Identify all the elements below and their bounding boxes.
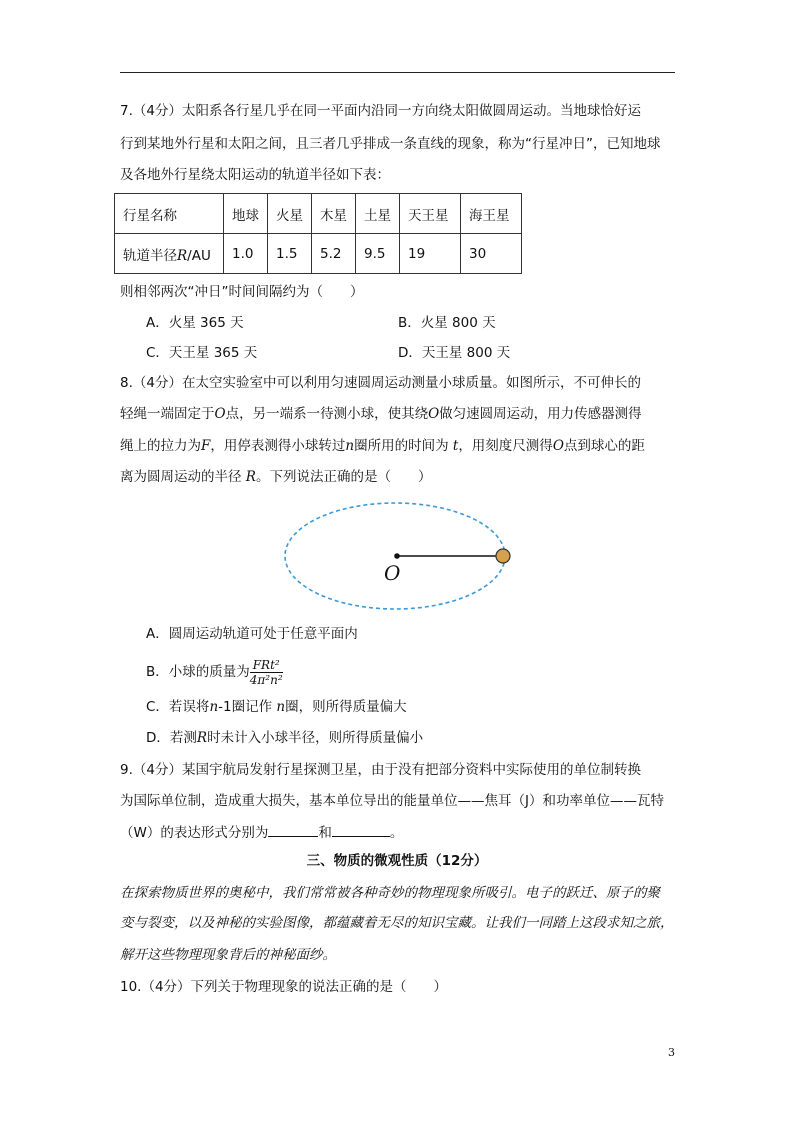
table-cell: 地球	[224, 194, 268, 234]
q10-line-1: 10.（4分）下列关于物理现象的说法正确的是（ ）	[120, 979, 448, 995]
page-number: 3	[668, 1046, 675, 1059]
q8-line-2: 轻绳一端固定于O点，另一端系一待测小球，使其绕O做匀速圆周运动，用力传感器测得	[120, 406, 642, 422]
table-cell: 1.5	[268, 234, 312, 274]
q8-line-3: 绳上的拉力为F，用停表测得小球转过n圈所用的时间为 t，用刻度尺测得O点到球心的距	[120, 438, 645, 454]
orbit-radius-table	[114, 193, 522, 274]
circular-motion-figure	[278, 500, 518, 615]
pivot-label: O	[384, 561, 401, 585]
table-cell: 9.5	[356, 234, 400, 274]
q8-option-c[interactable]: C．若误将n-1圈记作 n圈，则所得质量偏大	[146, 699, 407, 715]
section-intro-line-1: 在探索物质世界的奥秘中，我们常常被各种奇妙的物理现象所吸引。电子的跃迁、原子的聚	[120, 885, 660, 901]
table-cell: 天王星	[400, 194, 461, 234]
q8-line-1: 8.（4分）在太空实验室中可以利用匀速圆周运动测量小球质量。如图所示，不可伸长的	[120, 375, 641, 391]
table-row	[115, 234, 522, 274]
answer-blank-joule[interactable]	[268, 822, 318, 837]
q7-line-1: 7.（4分）太阳系各行星几乎在同一平面内沿同一方向绕太阳做圆周运动。当地球恰好运	[120, 103, 641, 119]
q7-option-a[interactable]: A．火星 365 天	[146, 315, 244, 331]
q9-line-1: 9.（4分）某国宇航局发射行星探测卫星，由于没有把部分资料中实际使用的单位制转换	[120, 762, 641, 778]
q7-line-3: 及各地外行星绕太阳运动的轨道半径如下表：	[120, 167, 390, 183]
pivot-point	[394, 553, 400, 559]
q7-question: 则相邻两次“冲日”时间间隔约为（ ）	[120, 284, 364, 300]
table-cell: 海王星	[461, 194, 522, 234]
q8-option-d[interactable]: D．若测R时未计入小球半径，则所得质量偏小	[146, 730, 424, 746]
q8-line-4: 离为圆周运动的半径 R。下列说法正确的是（ ）	[120, 469, 432, 485]
table-cell: 土星	[356, 194, 400, 234]
section-intro-line-2: 变与裂变，以及神秘的实验图像，都蕴藏着无尽的知识宝藏。让我们一同踏上这段求知之旅，	[120, 915, 674, 931]
mass-fraction: $\frac{\text{FRt²}}{\text{4π²n²}}$	[249, 657, 283, 687]
q9-line-3: （W）的表达形式分别为 和 。	[120, 822, 403, 843]
table-cell: 1.0	[224, 234, 268, 274]
q7-option-c[interactable]: C．天王星 365 天	[146, 345, 258, 361]
table-cell: 火星	[268, 194, 312, 234]
table-cell: 行星名称	[115, 194, 224, 234]
table-cell: 木星	[312, 194, 356, 234]
test-ball	[496, 549, 510, 563]
table-row-label: 轨道半径R/AU	[115, 234, 224, 274]
table-cell: 30	[461, 234, 522, 274]
table-cell: 5.2	[312, 234, 356, 274]
q9-line-2: 为国际单位制，造成重大损失，基本单位导出的能量单位——焦耳（J）和功率单位——瓦特	[120, 793, 664, 809]
table-header-row	[115, 194, 522, 234]
section-title: 三、物质的微观性质（12分）	[306, 853, 488, 869]
q8-option-a[interactable]: A．圆周运动轨道可处于任意平面内	[146, 626, 358, 642]
q7-option-b[interactable]: B．火星 800 天	[398, 315, 496, 331]
table-cell: 19	[400, 234, 461, 274]
header-rule	[120, 72, 675, 73]
section-intro-line-3: 解开这些物理现象背后的神秘面纱。	[120, 947, 336, 963]
q8-option-b[interactable]: B．小球的质量为 $\frac{\text{FRt²}}{\text{4π²n²}}$	[146, 657, 283, 687]
q7-line-2: 行到某地外行星和太阳之间，且三者几乎排成一条直线的现象，称为“行星冲日”，已知地球	[120, 136, 661, 152]
answer-blank-watt[interactable]	[332, 822, 390, 837]
q7-option-d[interactable]: D．天王星 800 天	[398, 345, 511, 361]
